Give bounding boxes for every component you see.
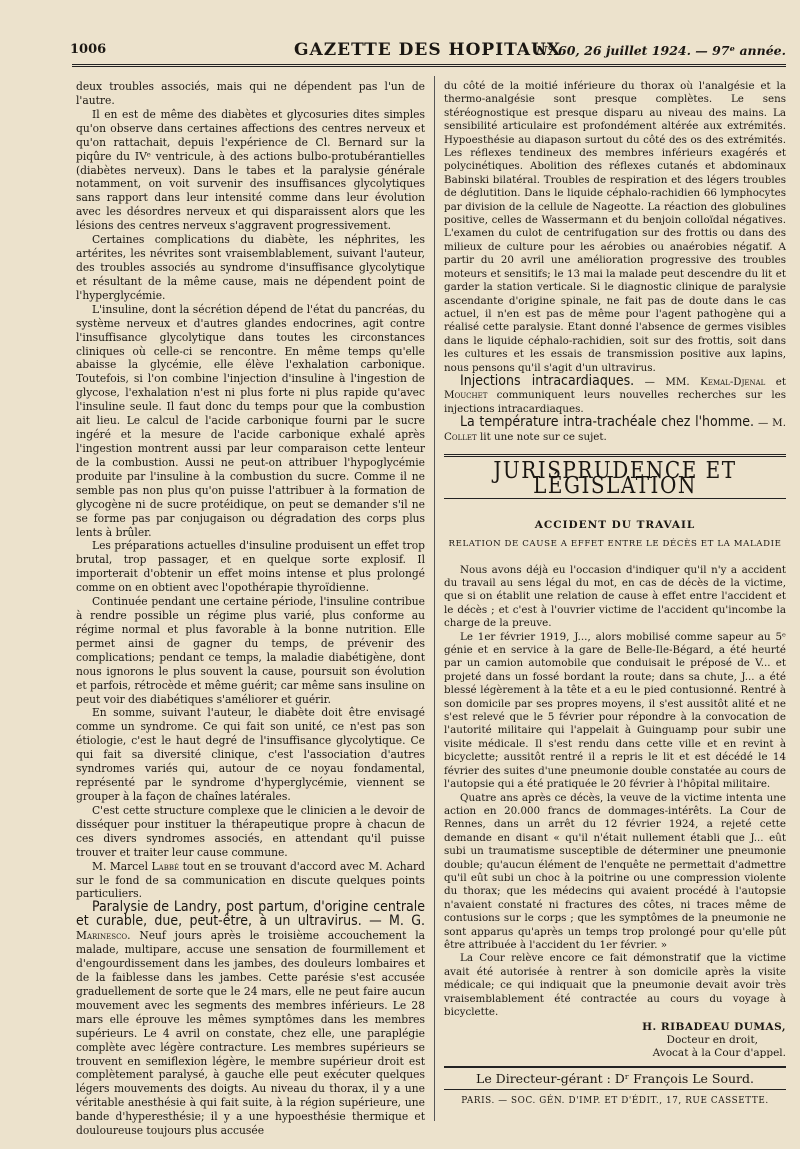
communication-temperature [444, 416, 786, 444]
signature-affiliation: Avocat à la Cour d'appel. [652, 1047, 786, 1060]
signature-name: H. RIBADEAU DUMAS, [642, 1021, 786, 1034]
article-title: ACCIDENT DU TRAVAIL [534, 518, 696, 531]
paragraph-text: communiquent leurs nouvelles recherches sur les injections intracardiaques. [444, 389, 786, 415]
paragraph: Certaines complications du diabète, les néphrites, les artérites, les névrites sont vraisemblablement, suivant l'auteur, des troubles associés au syndrome d'insuffisance glycolytique et résultant de la même cause, mais ne dépendent point de l'hyperglycémie. [76, 233, 425, 302]
header-rule [72, 64, 786, 67]
paragraph: Nous avons déjà eu l'occasion d'indiquer qu'il n'y a accident du travail au sens légal du mot, en cas de décès de la victime, que si on établit une relation de cause à effet entre l'accident et le décès ; et c'est à l'ouvrier victime de l'accident qu'incombe la charge de la preuve. [444, 563, 786, 630]
journal-title: GAZETTE DES HOPITAUX [294, 40, 562, 60]
issue-date: N° 60, 26 juillet 1924. — 97ᵉ année. [536, 43, 786, 58]
printer-imprint: PARIS. — SOC. GÉN. D'IMP. ET D'ÉDIT., 17, RUE CASSETTE. [461, 1095, 769, 1106]
paragraph [76, 860, 425, 902]
paragraph-text: . Neuf jours après le troisième accouchement la malade, multipare, accuse une sensation de fourmillement et d'engourdissement dans les jambes, des douleurs lombaires et de la faiblesse dans les jambes. Cette parésie s'est accusée graduellement de sorte que le 24 mars, elle ne peut faire aucun mouvement avec les segments des membres inférieurs. Le 28 mars elle éprouve les mêmes symptômes dans les membres supérieurs. Le 4 avril on constate, chez elle, une paraplégie complète avec légère contracture. Les membres supérieurs se trouvent en semiflexion légère, le membre supérieur droit est complètement paralysé, à gauche elle peut exécuter quelques légers mouvements des doigts. Au niveau du thorax, il y a une véritable anesthésie à qui fait suite, à la région supérieure, une bande d'hyperesthésie; il y a une hypoesthésie thermique et douloureuse toujours plus accusée [76, 929, 425, 1138]
author-name: Mouchet [444, 389, 488, 402]
section-title: Injections intracardiaques. [460, 372, 635, 389]
paragraph: C'est cette structure complexe que le clinicien a le devoir de disséquer pour instituer la thérapeutique propre à chacun de ces divers syndromes associés, en attendant qu'il puisse trouver et traiter leur cause commune. [76, 803, 425, 859]
paragraph-text: — M. [754, 417, 786, 430]
right-column [444, 80, 786, 1108]
paragraph: Quatre ans après ce décès, la veuve de la victime intenta une action en 20.000 francs de dommages-intérêts. La Cour de Rennes, dans un arrêt du 12 février 1924, a rejeté cette demande en disant « qu'il n'était nullement établi que J... eût subi un traumatisme susceptible de déterminer une pneumonie double; qu'aucun élément de l'enquête ne permettait d'admettre qu'il eût subi un choc à la poitrine ou une compression violente du thorax; que les médecins qui avaient procédé à l'autopsie n'avaient constaté ni fractures des côtes, ni traces même de contusions sur le corps ; que les symptômes de la pneumonie ne sont apparus qu'après un temps trop prolongé pour qu'elle pût être attribuée à l'accident du 1er février. » [444, 791, 786, 951]
article-subtitle: RELATION DE CAUSE A EFFET ENTRE LE DÉCÈS ET LA MALADIE [448, 539, 782, 550]
paragraph-text: tout en se trouvant d'accord avec M. Achard sur le fond de sa communication en discute quelques points particuliers. [76, 859, 425, 901]
signature-title: Docteur en droit, [666, 1034, 758, 1047]
author-name: Labbé [151, 859, 180, 873]
section-title: La température intra-trachéale chez l'homme. [460, 414, 755, 431]
paragraph-text: lit une note sur ce sujet. [476, 430, 607, 443]
footer-rule [444, 1089, 786, 1090]
running-header [24, 30, 786, 64]
paragraph: du côté de la moitié inférieure du thorax où l'analgésie et la thermo-analgésie sont presque complètes. Le sens stéréognostique est presque disparu au niveau des mains. La sensibilité articulaire est profondément altérée aux extrémités. Hypoesthésie au diapason surtout du côté des os des extrémités. Les réflexes tendineux des membres inférieurs exagérés et polycinétiques. Abolition des réflexes cutanés et abdominaux Babinski bilatéral. Troubles de respiration et des légers troubles de déglutition. Dans le liquide céphalo-rachidien 66 lymphocytes par division de la cellule de Nageotte. La réaction des globulines positive, celles de Wassermann et du benjoin colloïdal négatives. L'examen du culot de centrifugation sur des frottis ou dans des milieux de culture pour les aérobies ou anaérobies négatif. A partir du 20 avril une amélioration progressive des troubles moteurs et sensitifs; le 13 mai la malade peut descendre du lit et garder la station verticale. Si le diagnostic clinique de paralysie ascendante d'origine spinale, ne fait pas de doute dans le cas actuel, il n'en est pas de même pour l'agent pathogène qui a réalisé cette paralysie. Etant donné l'absence de germes visibles dans le liquide céphalo-rachidien, soit sur des frottis, soit dans les cultures et les essais de transmission positive aux lapins, nous pensons qu'il s'agit d'un ultravirus. [444, 80, 786, 374]
communication-landry [76, 901, 425, 1138]
author-name: Kemal-Djenal [700, 375, 766, 388]
page-number: 1006 [70, 42, 107, 57]
author-name: Collet [444, 430, 477, 443]
signature-block [444, 1021, 786, 1060]
footer-director: Le Directeur-gérant : Dʳ François Le Sourd. [476, 1071, 754, 1087]
paragraph: En somme, suivant l'auteur, le diabète doit être envisagé comme un syndrome. Ce qui fait son unité, ce n'est pas son étiologie, c'est le haut degré de l'insuffisance glycolytique. Ce qui fait sa diversité clinique, c'est l'association d'autres syndromes variés qui, autour de ce noyau fondamental, représenté par le syndrome d'hyperglycémie, viennent se grouper à la façon de chaînes latérales. [76, 706, 425, 804]
paragraph: L'insuline, dont la sécrétion dépend de l'état du pancréas, du système nerveux et d'autres glandes endocrines, agit contre l'insuffisance glycolytique dans toutes les circonstances cliniques où celle-ci se rencontre. En même temps qu'elle abaisse la glycémie, elle élève l'exhalation carbonique. Toutefois, si l'on combine l'injection d'insuline à l'ingestion de glycose, l'exhalation n'est ni plus forte ni plus rapide qu'avec l'insuline seule. Il faut donc du temps pour que la combustion ait lieu. Le calcul de l'acide carbonique fourni par le sucre ingéré et la mesure de l'acide carbonique exhalé après l'ingestion montrent aussi par leur comparaison cette lenteur de la combustion. Aussi ne peut-on attribuer l'hypoglycémie produite par l'insuline à la combustion du sucre. Comme il ne semble pas non plus qu'on puisse l'attribuer à la formation de glycogène ni de sucre protéidique, on peut se demander s'il ne se forme pas par conjugaison ou dégradation des corps plus lents à brûler. [76, 302, 425, 539]
section-title: Paralysie de Landry, post partum, d'origine centrale et curable, due, peut-être, à un ultravirus. — M. G. [76, 899, 425, 930]
paragraph: Continuée pendant une certaine période, l'insuline contribue à rendre possible un régime plus varié, plus conforme au régime normal et plus favorable à la bonne nutrition. Elle permet ainsi de gagner du temps, de prévenir des complications; pendant ce temps, la maladie diabétigène, dont nous ignorons le plus souvent la cause, poursuit son évolution et parfois, rétrocède et même guérit; car même sans insuline on peut voir des diabétiques s'améliorer et guérir. [76, 595, 426, 706]
communication-injections [444, 372, 786, 416]
paragraph: Il en est de même des diabètes et glycosuries dites simples qu'on observe dans certaines affections des centres nerveux et qu'on rattachait, depuis l'expérience de Cl. Bernard sur la piqûre du IVᵉ ventricule, à des actions bulbo-protubérantielles (diabètes nerveux). Dans le tabes et la paralysie générale notamment, on voit survenir des insuffisances glycolytiques sans rapport dans leur intensité comme dans leur évolution avec les désordres nerveux et qui disparaissent alors que les lésions des centres nerveux s'aggravent progressivement. [76, 107, 425, 233]
paragraph: La Cour relève encore ce fait démonstratif que la victime avait été autorisée à rentrer à son domicile après la visite médicale; ce qui indiquait que la pneumonie devait avoir très vraisemblablement été contractée au cours du voyage à bicyclette. [444, 952, 786, 1018]
paragraph: Les préparations actuelles d'insuline produisent un effet trop brutal, trop passager, et en quelque sorte explosif. Il importerait d'obtenir un effet moins intense et plus prolongé comme on en obtient avec l'opothérapie thyroïdienne. [76, 539, 425, 595]
column-divider [434, 76, 435, 1121]
paragraph: deux troubles associés, mais qui ne dépendent pas l'un de l'autre. [76, 80, 425, 107]
section-heading: JURISPRUDENCE ET LÉGISLATION [493, 456, 737, 500]
paragraph-text: — MM. [634, 375, 701, 388]
footer-rule [444, 1066, 786, 1068]
paragraph-text: M. Marcel [92, 859, 152, 873]
paragraph: Le 1er février 1919, J..., alors mobilisé comme sapeur au 5ᵉ génie et en service à la gare de Belle-Ile-Bégard, a été heurté par un camion automobile que conduisait le préposé de V... et projeté dans un fossé bordant la route; dans sa chute, J... a été blessé légèrement à la tête et a eu le pied contusionné. Rentré à son domicile par ses propres moyens, il s'est aussitôt alité et ne s'est relevé que le 5 février pour répondre à la convocation de l'autorité militaire qui l'appelait à Guinguamp pour subir une visite médicale. Il s'est rendu dans cette ville et en revint à bicyclette; aussitôt rentré il a repris le lit et est décédé le 14 février des suites d'une pneumonie double constatée au cours de l'autopsie qui a été pratiquée le 20 février à l'hôpital militaire. [444, 630, 786, 791]
paragraph-text: et [765, 375, 786, 388]
left-column [76, 80, 425, 1138]
author-name: Marinesco [76, 929, 128, 943]
